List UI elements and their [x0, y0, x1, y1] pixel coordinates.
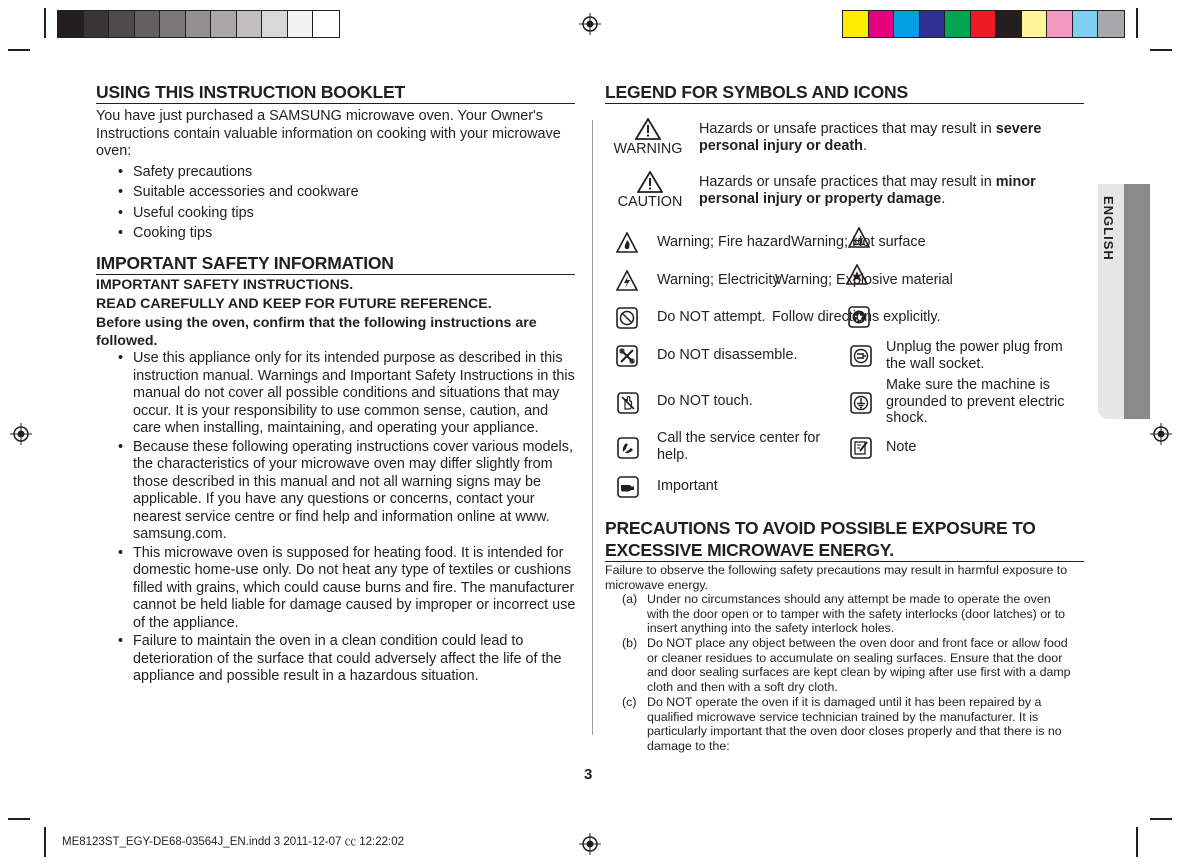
- precaution-text: Do NOT operate the oven if it is damaged until it has been repaired by a qualified microwave service technician trained by the manufacturer. It is particularly important that the oven door closes properly and that there is no damage to the:: [647, 695, 1062, 753]
- calibration-swatch: [1073, 11, 1099, 37]
- crop-mark: [44, 8, 46, 38]
- precautions-intro: Failure to observe the following safety precautions may result in harmful exposure to microwave energy.: [605, 563, 1068, 592]
- safety-subheading-3: Before using the oven, confirm that the following instructions are followed.: [96, 315, 537, 349]
- unplug-icon: [850, 345, 872, 367]
- calibration-swatch: [869, 11, 895, 37]
- list-item: • Cooking tips: [133, 223, 563, 243]
- registration-mark-icon: [579, 13, 601, 35]
- booklet-intro: You have just purchased a SAMSUNG microwave oven. Your Owner's Instructions contain valuable information on cooking with your microwave oven:: [96, 108, 561, 159]
- grounded-text: Make sure the machine is grounded to prevent electric shock.: [886, 377, 1065, 426]
- do-not-attempt-icon: [616, 307, 638, 329]
- safety-heading: IMPORTANT SAFETY INFORMATION: [96, 253, 575, 275]
- warning-symbol: [613, 118, 683, 157]
- important-icon: [617, 476, 639, 498]
- list-item: • Because these following operating instructions cover various models, the characteristics of your microwave oven may differ slightly from those described in this manual and not all warning signs may be applicable. If you have any questions or concerns, contact your nearest service centre or find help and information online at www. samsung.com.: [133, 439, 578, 544]
- do-not-touch-icon: [617, 392, 639, 414]
- caution-description: Hazards or unsafe practices that may result in minor personal injury or property damage.: [699, 174, 1036, 207]
- column-divider: [592, 120, 593, 735]
- calibration-swatch: [237, 11, 263, 37]
- crop-mark: [44, 827, 46, 857]
- calibration-swatch: [58, 11, 84, 37]
- calibration-swatch: [945, 11, 971, 37]
- list-item: • Suitable accessories and cookware: [133, 182, 563, 202]
- hot-surface-text: Warning; Hot surface: [791, 234, 926, 250]
- legend-heading: LEGEND FOR SYMBOLS AND ICONS: [605, 82, 1084, 104]
- calibration-swatch: [1098, 11, 1124, 37]
- calibration-swatch: [996, 11, 1022, 37]
- calibration-swatch: [288, 11, 314, 37]
- precautions-heading-line1: PRECAUTIONS TO AVOID POSSIBLE EXPOSURE TO: [605, 518, 1036, 538]
- list-item: • Useful cooking tips: [133, 203, 563, 223]
- safety-bullet-list: [133, 350, 578, 686]
- calibration-swatch: [971, 11, 997, 37]
- print-slug: ME8123ST_EGY-DE68-03564J_EN.indd 3 2011-12-07 ㏄ 12:22:02: [62, 836, 405, 848]
- do-not-attempt-text: Do NOT attempt.: [657, 309, 766, 325]
- calibration-swatch: [211, 11, 237, 37]
- note-icon: [850, 437, 872, 459]
- crop-mark: [1136, 827, 1138, 857]
- fire-hazard-icon: [616, 232, 638, 254]
- fire-hazard-text: Warning; Fire hazard: [657, 234, 791, 250]
- booklet-heading: USING THIS INSTRUCTION BOOKLET: [96, 82, 575, 104]
- important-text: Important: [657, 478, 718, 494]
- precautions-heading-line2: EXCESSIVE MICROWAVE ENERGY.: [605, 540, 1084, 562]
- service-phone-icon: [617, 437, 639, 459]
- calibration-swatch: [160, 11, 186, 37]
- do-not-disassemble-text: Do NOT disassemble.: [657, 347, 798, 363]
- precaution-text: Under no circumstances should any attempt be made to operate the oven with the door open or to tamper with the safety interlocks (door latches) or to insert anything into the safety interlock holes.: [647, 592, 1066, 635]
- crop-mark: [8, 818, 30, 820]
- crop-mark: [1150, 49, 1172, 51]
- warning-description: Hazards or unsafe practices that may result in severe personal injury or death.: [699, 121, 1042, 154]
- registration-mark-icon: [579, 833, 601, 855]
- calibration-swatch: [1022, 11, 1048, 37]
- do-not-touch-text: Do NOT touch.: [657, 393, 753, 409]
- caution-triangle-icon: [637, 171, 663, 193]
- page-number: 3: [584, 766, 593, 783]
- service-text: Call the service center for help.: [657, 430, 821, 463]
- safety-subheading-1: IMPORTANT SAFETY INSTRUCTIONS.: [96, 277, 354, 293]
- registration-mark-icon: [10, 423, 32, 445]
- calibration-swatch: [920, 11, 946, 37]
- list-item: • Use this appliance only for its intended purpose as described in this instruction manual. Warnings and Important Safety Instructions in this manual do not cover all possible conditions and situations that may occur. It is your responsibility to use common sense, caution, and care when installing, maintaining, and operating your appliance.: [133, 350, 578, 438]
- precaution-text: Do NOT place any object between the oven door and front face or allow food or cleaner residues to accumulate on sealing surfaces. Ensure that the door and door sealing surfaces are kept clean by wiping after use first with a damp cloth and then with a soft dry cloth.: [647, 636, 1071, 694]
- warning-triangle-icon: [635, 118, 661, 140]
- booklet-bullet-list: [133, 162, 563, 244]
- crop-mark: [1150, 818, 1172, 820]
- calibration-swatch: [262, 11, 288, 37]
- electricity-icon: [616, 270, 638, 292]
- calibration-swatch: [109, 11, 135, 37]
- unplug-text: Unplug the power plug from the wall socket.: [886, 339, 1063, 372]
- calibration-swatch: [135, 11, 161, 37]
- list-item: • This microwave oven is supposed for heating food. It is intended for domestic home-use only. Do not heat any type of textiles or cushions filled with grains, which could cause burns and fire. The manufacturer cannot be held liable for damage caused by improper or incorrect use of the appliance.: [133, 545, 578, 633]
- calibration-swatch: [894, 11, 920, 37]
- crop-mark: [1136, 8, 1138, 38]
- precaution-label: (c): [622, 695, 637, 709]
- language-tab-label: ENGLISH: [1101, 196, 1116, 261]
- electricity-text: Warning; Electricity: [657, 272, 780, 288]
- calibration-swatch: [1047, 11, 1073, 37]
- calibration-swatch: [186, 11, 212, 37]
- warning-label: WARNING: [613, 141, 683, 157]
- calibration-swatch: [313, 11, 339, 37]
- color-calibration-bar: [842, 10, 1125, 38]
- follow-directions-text: Follow directions explicitly.: [772, 309, 941, 325]
- registration-mark-icon: [1150, 423, 1172, 445]
- grayscale-calibration-bar: [57, 10, 340, 38]
- safety-subheading-2: READ CAREFULLY AND KEEP FOR FUTURE REFERENCE.: [96, 296, 492, 312]
- ground-icon: [850, 392, 872, 414]
- do-not-disassemble-icon: [616, 345, 638, 367]
- precaution-label: (a): [622, 592, 638, 606]
- calibration-swatch: [84, 11, 110, 37]
- list-item: • Safety precautions: [133, 162, 563, 182]
- explosive-text: Warning; Explosive material: [775, 272, 953, 288]
- caution-symbol: [615, 171, 685, 210]
- note-text: Note: [886, 439, 917, 455]
- precaution-label: (b): [622, 636, 638, 650]
- calibration-swatch: [843, 11, 869, 37]
- caution-label: CAUTION: [617, 194, 683, 210]
- list-item: • Failure to maintain the oven in a clean condition could lead to deterioration of the surface that could adversely affect the life of the appliance and possible result in a hazardous situation.: [133, 633, 578, 686]
- crop-mark: [8, 49, 30, 51]
